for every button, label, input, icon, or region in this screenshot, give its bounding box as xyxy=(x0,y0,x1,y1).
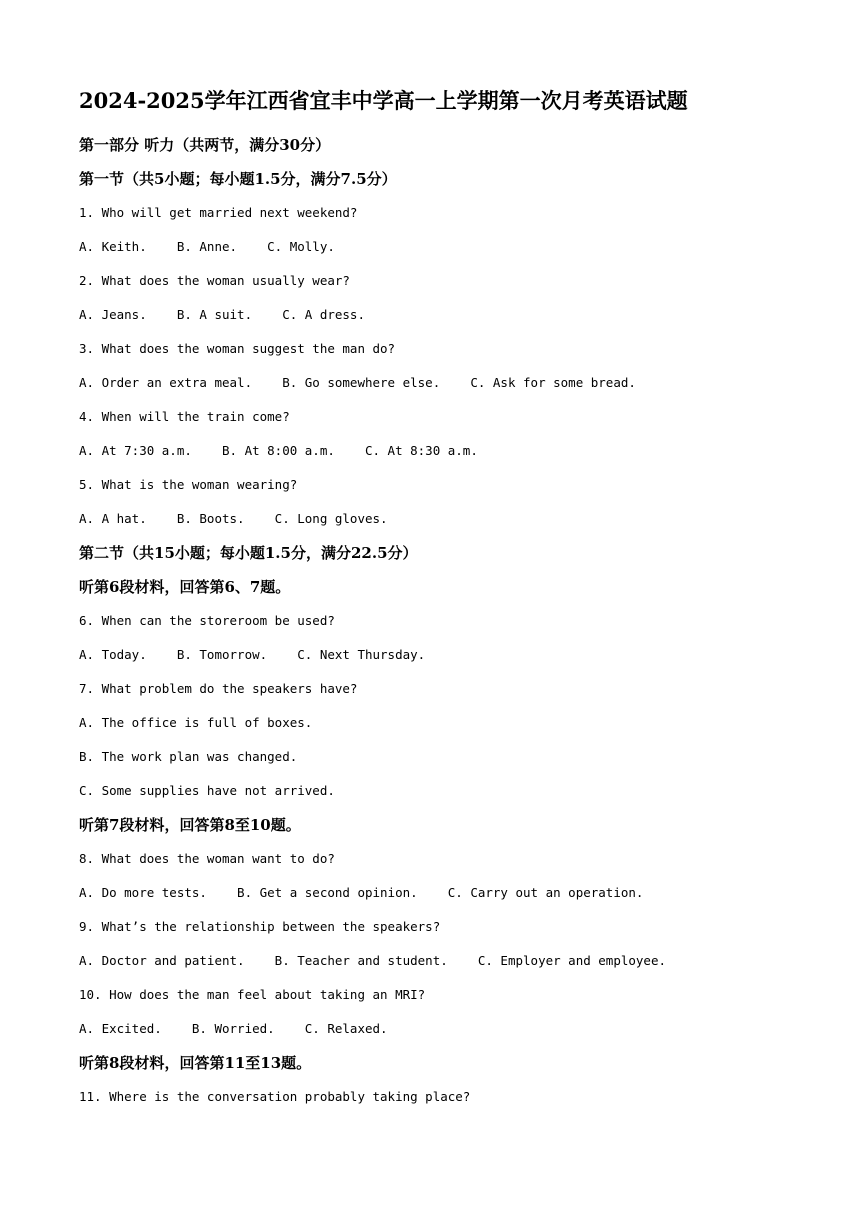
document-page xyxy=(79,86,799,1120)
answer-options: B. The work plan was changed. xyxy=(79,749,298,764)
question-text: 10. How does the man feel about taking an MRI? xyxy=(79,987,426,1002)
section-heading: 第二节（共15小题；每小题1.5分，满分22.5分） xyxy=(79,544,418,562)
section-heading: 听第8段材料，回答第11至13题。 xyxy=(79,1054,312,1072)
question-text: 9. What’s the relationship between the speakers? xyxy=(79,919,441,934)
answer-options: A. Doctor and patient. B. Teacher and student. C. Employer and employee. xyxy=(79,953,666,968)
document-title: 2024-2025学年江西省宜丰中学高一上学期第一次月考英语试题 xyxy=(79,88,688,113)
question-text: 7. What problem do the speakers have? xyxy=(79,681,358,696)
question-text: 6. When can the storeroom be used? xyxy=(79,613,335,628)
answer-options: A. Jeans. B. A suit. C. A dress. xyxy=(79,307,365,322)
question-text: 5. What is the woman wearing? xyxy=(79,477,298,492)
question-text: 4. When will the train come? xyxy=(79,409,290,424)
document-body xyxy=(79,134,799,1120)
answer-options: A. A hat. B. Boots. C. Long gloves. xyxy=(79,511,388,526)
answer-options: A. Excited. B. Worried. C. Relaxed. xyxy=(79,1021,388,1036)
section-heading: 第一部分 听力（共两节，满分30分） xyxy=(79,136,331,154)
answer-options: C. Some supplies have not arrived. xyxy=(79,783,335,798)
answer-options: A. The office is full of boxes. xyxy=(79,715,313,730)
answer-options: A. Keith. B. Anne. C. Molly. xyxy=(79,239,335,254)
answer-options: A. Do more tests. B. Get a second opinion. C. Carry out an operation. xyxy=(79,885,644,900)
answer-options: A. Order an extra meal. B. Go somewhere else. C. Ask for some bread. xyxy=(79,375,636,390)
section-heading: 第一节（共5小题；每小题1.5分，满分7.5分） xyxy=(79,170,397,188)
question-text: 1. Who will get married next weekend? xyxy=(79,205,358,220)
question-text: 3. What does the woman suggest the man do? xyxy=(79,341,396,356)
question-text: 11. Where is the conversation probably taking place? xyxy=(79,1089,471,1104)
question-text: 8. What does the woman want to do? xyxy=(79,851,335,866)
answer-options: A. Today. B. Tomorrow. C. Next Thursday. xyxy=(79,647,426,662)
section-heading: 听第6段材料，回答第6、7题。 xyxy=(79,578,291,596)
question-text: 2. What does the woman usually wear? xyxy=(79,273,350,288)
answer-options: A. At 7:30 a.m. B. At 8:00 a.m. C. At 8:30 a.m. xyxy=(79,443,478,458)
section-heading: 听第7段材料，回答第8至10题。 xyxy=(79,816,301,834)
